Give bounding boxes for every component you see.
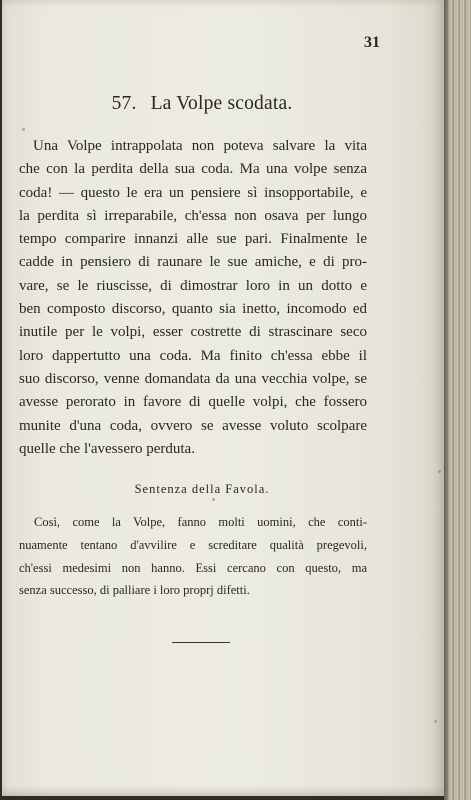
- body-line: inutile per le volpi, esser costrette di strascinare seco: [19, 324, 367, 341]
- paper-speck: [438, 470, 441, 473]
- body-line: loro dappertutto una coda. Ma finito ch'essa ebbe il: [19, 347, 367, 364]
- fable-number: 57.: [111, 93, 137, 114]
- page-number: 31: [364, 34, 380, 51]
- body-line: suo discorso, venne domandata da una vecchia volpe, se: [19, 370, 367, 387]
- moral-line: senza successo, di palliare i loro proprj difetti.: [19, 583, 250, 598]
- body-line: Una Volpe intrappolata non poteva salvare la vita: [33, 138, 367, 154]
- body-line: che con la perdita della sua coda. Ma una volpe senza: [19, 161, 367, 178]
- body-line: quelle che l'avessero perduta.: [19, 440, 195, 457]
- moral-line: Così, come la Volpe, fanno molti uomini, che conti-: [34, 515, 367, 529]
- body-line: coda! — questo le era un pensiere sì insopportabile, e: [19, 184, 367, 201]
- page-edges: [444, 0, 471, 800]
- moral-line: ch'essi medesimi non hanno. Essi cercano con questo, ma: [19, 560, 367, 575]
- paper-speck: [434, 720, 437, 723]
- body-line: vare, se le riuscisse, di dimostrar loro in un dotto e: [19, 277, 367, 294]
- body-line: cadde in pensiero di raunare le sue amiche, e di pro-: [19, 254, 367, 271]
- end-rule: [172, 642, 230, 643]
- fable-title-text: La Volpe scodata.: [150, 93, 293, 114]
- body-line: la perdita sì irreparabile, ch'essa non osava per lungo: [19, 207, 367, 224]
- body-line: avesse perorato in favore di quelle volpi, che fossero: [19, 394, 367, 411]
- body-line: munite d'una coda, ovvero se avesse voluto scolpare: [19, 417, 367, 434]
- paper-speck: [22, 128, 25, 131]
- moral-line: nuamente tentano d'avvilire e screditare qualità pregevoli,: [19, 537, 367, 552]
- fable-title: [2, 93, 402, 115]
- moral-body: [19, 511, 367, 602]
- moral-heading: Sentenza della Favola.: [134, 482, 270, 496]
- body-line: ben composto discorso, quanto sia inetto, incomodo ed: [19, 301, 367, 318]
- book-page: [2, 0, 444, 796]
- paper-speck: [212, 498, 215, 501]
- body-line: tempo comparire innanzi alle sue pari. Finalmente le: [19, 231, 367, 248]
- fable-body: [19, 135, 367, 461]
